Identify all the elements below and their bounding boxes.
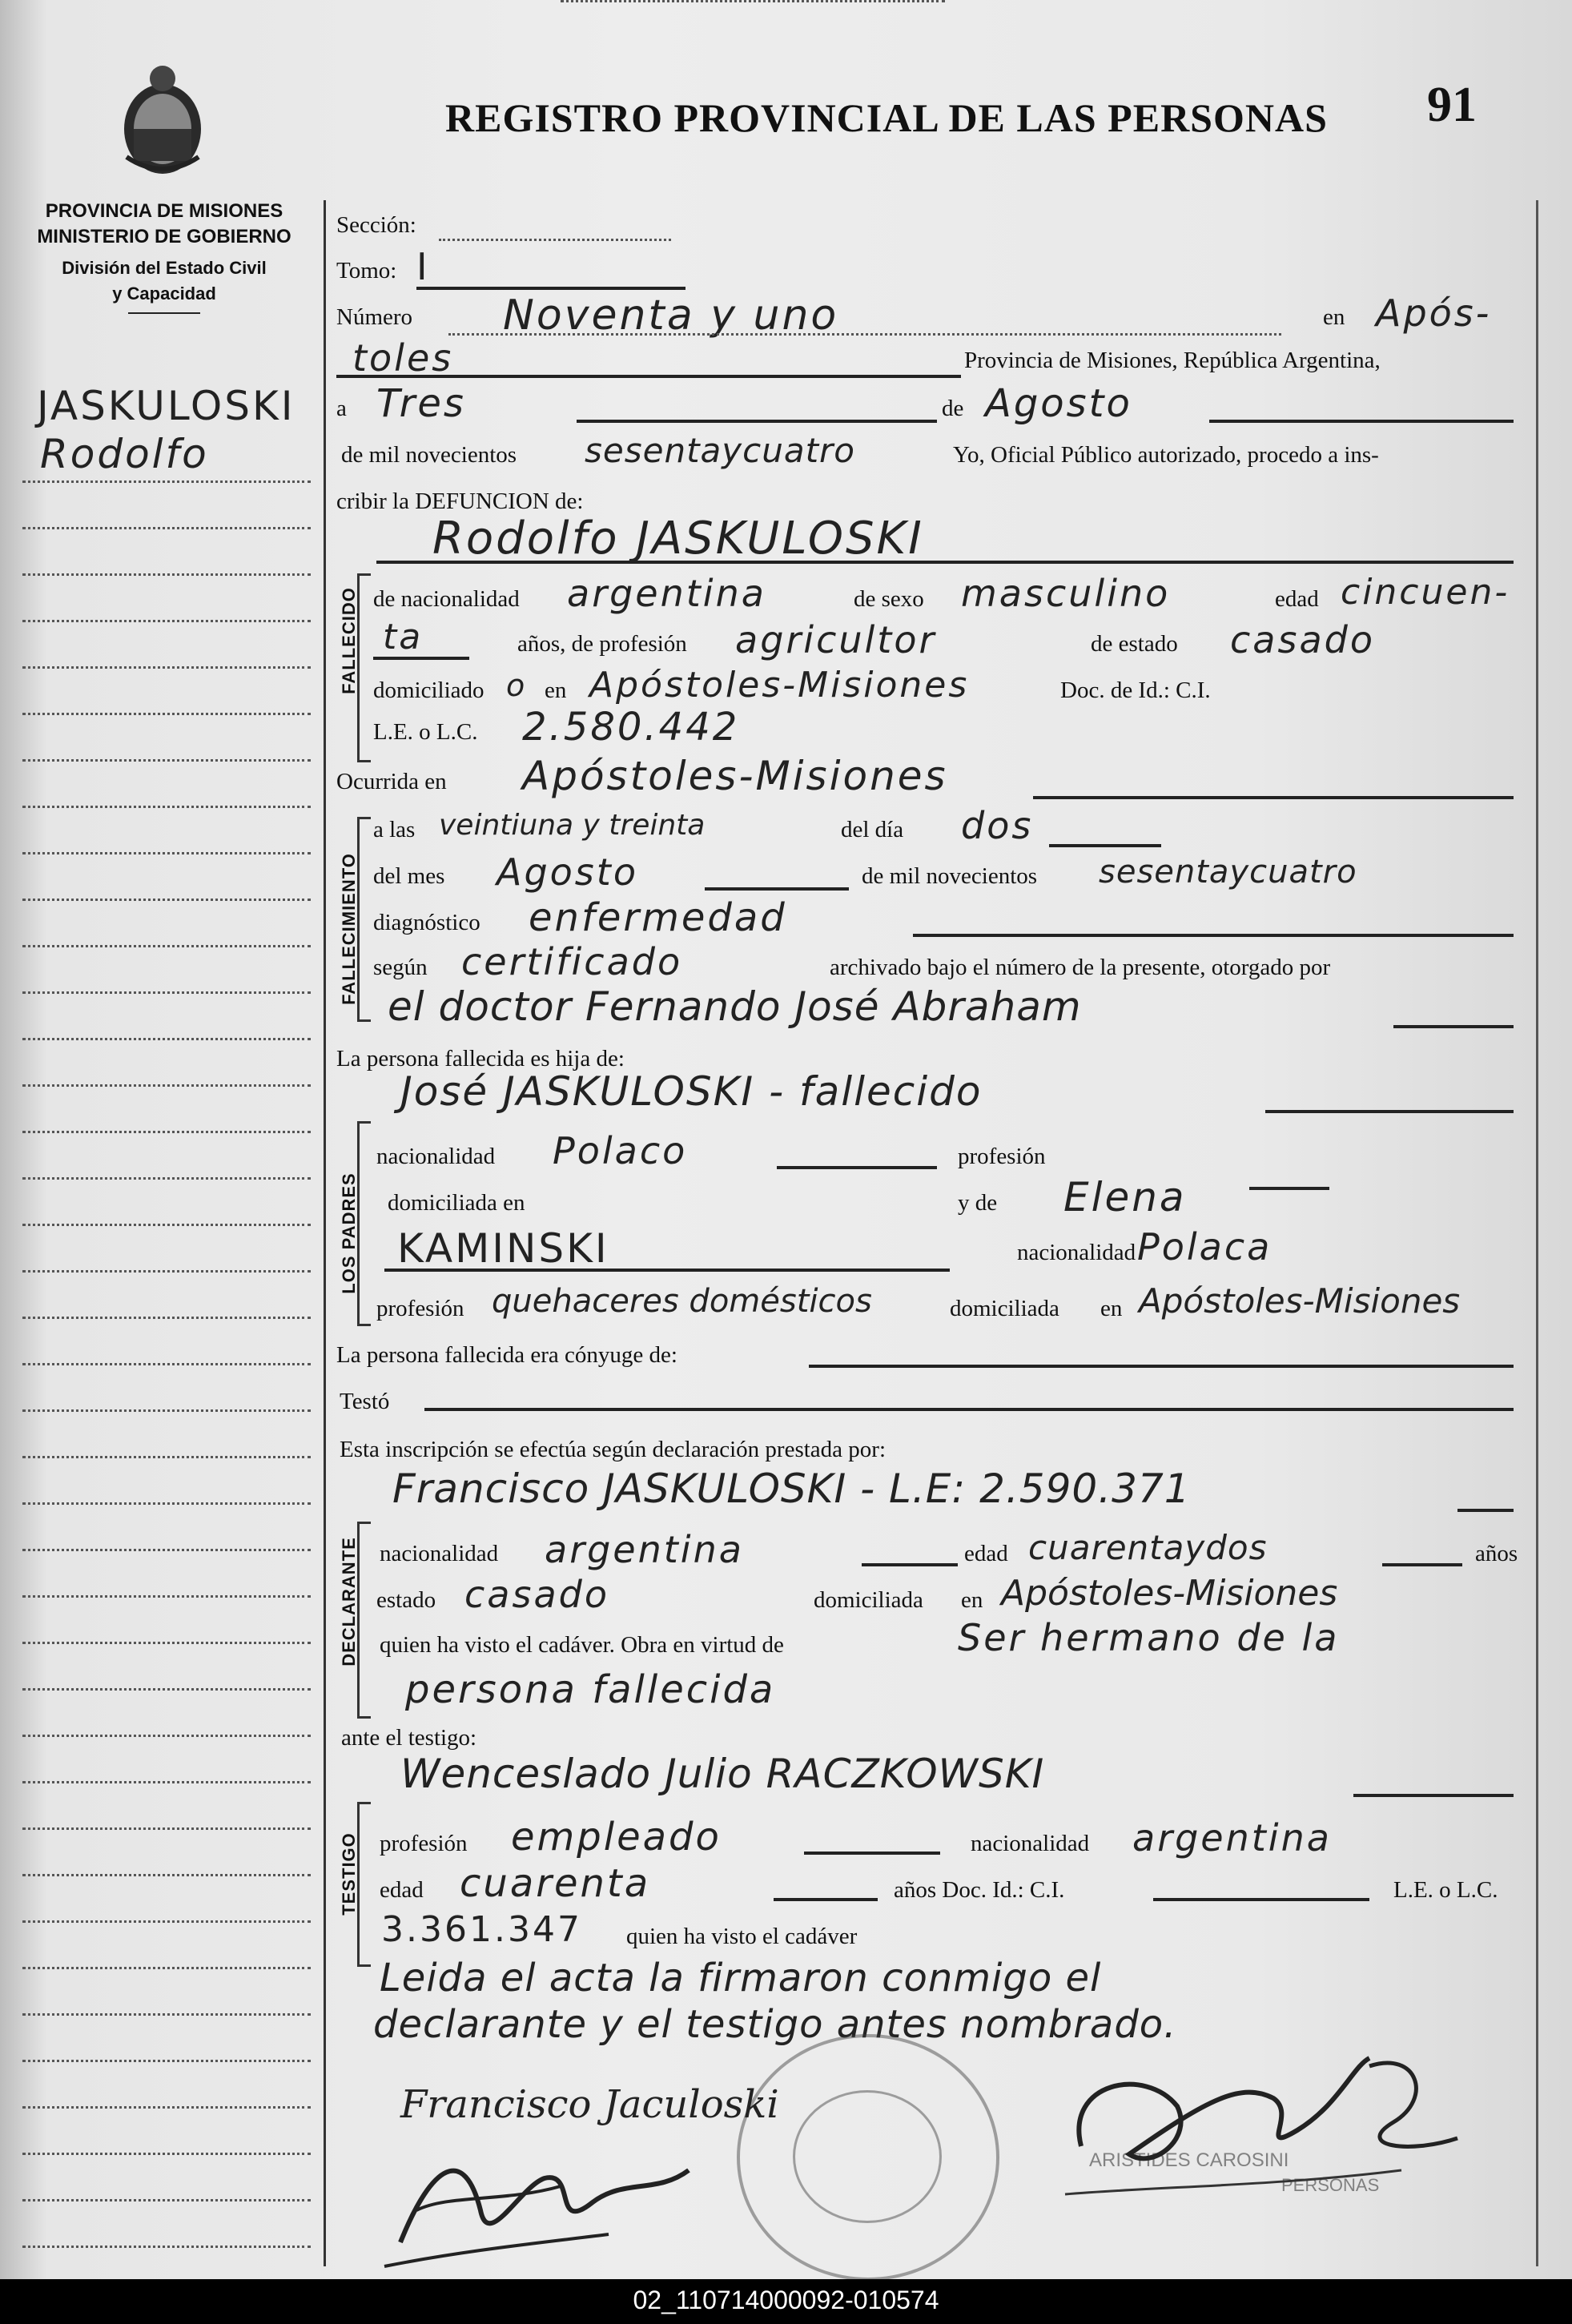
padres-side-label: LOS PADRES [339, 1172, 359, 1294]
tomo-line [416, 287, 685, 290]
margin-ruled-line [22, 1363, 311, 1365]
test-nac-value: argentina [1132, 1816, 1332, 1860]
ocurrida-label: Ocurrida en [336, 769, 447, 794]
anio-value: sesentaycuatro [585, 431, 856, 470]
margin-ruled-line [22, 806, 311, 808]
decl-en-label: en [961, 1587, 983, 1613]
hora-value: veintiuna y treinta [439, 809, 706, 842]
yde-label: y de [958, 1190, 998, 1216]
sexo-label: de sexo [854, 586, 924, 612]
conyuge-label: La persona fallecida era cónyuge de: [336, 1342, 677, 1368]
decl-edad-label: edad [964, 1541, 1008, 1566]
numero-line [448, 333, 1281, 336]
signature-testigo [368, 2114, 737, 2274]
decl-anos-label: años [1475, 1541, 1518, 1566]
testo-line [424, 1408, 1514, 1411]
anio2-value: sesentaycuatro [1099, 854, 1357, 891]
heading-rule [128, 312, 200, 314]
mes-line [1209, 420, 1514, 423]
nacionalidad-label: de nacionalidad [373, 586, 520, 612]
delmes-label: del mes [373, 863, 445, 889]
padre-prof-label: profesión [958, 1144, 1046, 1169]
madre-line [1249, 1187, 1329, 1190]
seccion-line [439, 239, 671, 241]
margin-ruled-line [22, 1177, 311, 1180]
test-prof-value: empleado [511, 1815, 722, 1860]
test-quien-label: quien ha visto el cadáver [626, 1924, 858, 1949]
test-ci-line [1153, 1898, 1369, 1901]
folio-number: 91 [1427, 78, 1477, 132]
margin-ruled-line [22, 852, 311, 854]
testigo-line [1353, 1794, 1514, 1797]
milnov-label: de mil novecientos [862, 863, 1038, 889]
diagnostico-value: enfermedad [529, 895, 787, 940]
madre-prof-label: profesión [376, 1296, 464, 1321]
margin-ruled-line [22, 1920, 311, 1923]
margin-ruled-line [22, 2060, 311, 2062]
anos-profesion-label: años, de profesión [517, 631, 687, 657]
diagnostico-line [913, 934, 1514, 937]
mil-label: de mil novecientos [341, 442, 517, 468]
en-label: en [1323, 304, 1345, 330]
nacionalidad-value: argentina [567, 572, 766, 615]
margin-ruled-line [22, 620, 311, 622]
margin-ruled-line [22, 2106, 311, 2109]
margin-ruled-line [22, 1224, 311, 1226]
sexo-value: masculino [961, 572, 1171, 615]
ocurrida-line [1033, 796, 1514, 799]
ministry-heading: MINISTERIO DE GOBIERNO [37, 226, 291, 247]
margin-surname: JASKULOSKI [37, 383, 296, 429]
madre-apellido-line [384, 1269, 950, 1272]
margin-ruled-line [22, 1317, 311, 1319]
madre-en-label: en [1100, 1296, 1123, 1321]
le-label: L.E. o L.C. [373, 719, 478, 745]
test-edad-value: cuarenta [460, 1861, 651, 1906]
doctor-line [1393, 1025, 1514, 1028]
margin-ruled-line [22, 713, 311, 715]
dia-value: Tres [376, 381, 466, 426]
margin-ruled-line [22, 1967, 311, 1969]
test-le-value: 3.361.347 [381, 1909, 582, 1950]
doctor-value: el doctor Fernando José Abraham [388, 983, 1082, 1030]
margin-ruled-line [22, 1735, 311, 1737]
coat-of-arms-icon [111, 61, 215, 181]
margin-ruled-line [22, 1038, 311, 1040]
domicilio-value: Apóstoles-Misiones [589, 665, 970, 706]
estado-label: de estado [1091, 631, 1178, 657]
virtud-value-cont: persona fallecida [405, 1667, 776, 1712]
mes-value: Agosto [985, 381, 1132, 426]
signature-declarante: Francisco Jaculoski [400, 2082, 779, 2127]
a-label: a [336, 396, 347, 421]
madre-value: Elena [1063, 1174, 1187, 1220]
conyuge-line [809, 1365, 1514, 1368]
padre-nac-line [777, 1166, 937, 1169]
numero-label: Número [336, 304, 413, 330]
virtud-value: Ser hermano de la [958, 1616, 1340, 1659]
decl-nac-value: argentina [545, 1528, 744, 1571]
madre-dom-label: domiciliada [950, 1296, 1059, 1321]
margin-ruled-line [22, 2199, 311, 2201]
en-value: Após- [1376, 292, 1492, 335]
cribir-label: cribir la DEFUNCION de: [336, 489, 584, 514]
stamp-sub: PERSONAS [1281, 2175, 1380, 2195]
division-heading: División del Estado Civil [62, 258, 267, 278]
hija-label: La persona fallecida es hija de: [336, 1046, 625, 1072]
archivado-label: archivado bajo el número de la presente, otorgado por [830, 955, 1331, 980]
right-border [1536, 200, 1538, 2266]
ocurrida-value: Apóstoles-Misiones [522, 753, 948, 799]
tomo-value: I [416, 245, 430, 288]
domiciliada-line [561, 0, 945, 2]
margin-ruled-line [22, 1409, 311, 1412]
decl-nac-label: nacionalidad [380, 1541, 499, 1566]
madre-apellido: KAMINSKI [397, 1225, 609, 1272]
testigo-value: Wenceslado Julio RACZKOWSKI [400, 1751, 1045, 1797]
decl-edad-value: cuarentaydos [1028, 1528, 1268, 1567]
decl-edad-line [1382, 1563, 1462, 1566]
margin-ruled-line [22, 1270, 311, 1273]
footer-bar [0, 2279, 1572, 2324]
margin-ruled-line [22, 991, 311, 994]
margin-ruled-line [22, 1827, 311, 1830]
margin-ruled-line [22, 759, 311, 762]
decl-estado-label: estado [376, 1587, 436, 1613]
declarante-side-label: DECLARANTE [339, 1537, 359, 1667]
edad-value: cincuen- [1341, 572, 1510, 613]
alas-label: a las [373, 817, 416, 842]
testo-label: Testó [340, 1389, 390, 1414]
margin-ruled-line [22, 1874, 311, 1876]
madre-dom-value: Apóstoles-Misiones [1139, 1281, 1461, 1321]
deldia-label: del día [841, 817, 904, 842]
mes2-line [705, 887, 849, 891]
inscripcion-label: Esta inscripción se efectúa según declaración prestada por: [340, 1437, 887, 1462]
numero-value: Noventa y uno [503, 292, 839, 340]
seccion-label: Sección: [336, 212, 416, 238]
difunto-nombre: Rodolfo JASKULOSKI [432, 513, 924, 565]
tomo-label: Tomo: [336, 258, 397, 283]
dia2-line [1049, 844, 1161, 847]
decl-nac-line [862, 1563, 958, 1566]
testigo-side-label: TESTIGO [339, 1832, 359, 1916]
test-edad-line [774, 1898, 878, 1901]
margin-ruled-line [22, 480, 311, 483]
decl-dom-label: domiciliada [814, 1587, 923, 1613]
margin-border [324, 200, 326, 2266]
domicilio-o: o [506, 668, 528, 703]
diagnostico-label: diagnóstico [373, 910, 480, 935]
cierre-line-2: declarante y el testigo antes nombrado. [373, 2002, 1177, 2047]
profesion-value: agricultor [735, 618, 937, 661]
provincia-label: Provincia de Misiones, República Argentina, [964, 348, 1381, 373]
division-heading-2: y Capacidad [112, 283, 216, 304]
margin-ruled-line [22, 2013, 311, 2016]
footer-identifier: 02_110714000092-010574 [633, 2286, 939, 2314]
declarante-value: Francisco JASKULOSKI - L.E: 2.590.371 [392, 1466, 1191, 1512]
margin-ruled-line [22, 1688, 311, 1691]
fallecimiento-side-label: FALLECIMIENTO [339, 853, 359, 1005]
domiciliado-label: domiciliado [373, 677, 484, 703]
visto-label: quien ha visto el cadáver. Obra en virtud de [380, 1632, 784, 1658]
en-value-cont: toles [352, 336, 454, 380]
document-title: REGISTRO PROVINCIAL DE LAS PERSONAS [445, 95, 1328, 140]
declarante-line [1457, 1509, 1514, 1512]
difunto-nombre-line [376, 561, 1514, 564]
decl-estado-value: casado [464, 1573, 609, 1616]
oficial-label: Yo, Oficial Público autorizado, procedo a ins- [953, 442, 1379, 468]
segun-value: certificado [461, 940, 683, 983]
margin-ruled-line [22, 1781, 311, 1783]
margin-ruled-line [22, 1131, 311, 1133]
signature-oficial [1033, 2034, 1482, 2226]
margin-ruled-line [22, 573, 311, 576]
segun-label: según [373, 955, 428, 980]
mes2-value: Agosto [497, 850, 638, 894]
margin-ruled-line [22, 1456, 311, 1458]
margin-ruled-line [22, 899, 311, 901]
dia2-value: dos [961, 804, 1034, 847]
domiciliada-label: domiciliada en [388, 1190, 525, 1216]
dia-line [577, 420, 937, 423]
official-seal-inner [793, 2090, 942, 2223]
margin-ruled-line [22, 945, 311, 947]
padre-line [1265, 1110, 1514, 1113]
margin-ruled-line [22, 1549, 311, 1551]
margin-ruled-line [22, 2246, 311, 2248]
margin-ruled-line [22, 666, 311, 669]
madre-nac-value: Polaca [1137, 1225, 1272, 1269]
edad-label: edad [1275, 586, 1319, 612]
doc-label: Doc. de Id.: C.I. [1060, 677, 1211, 703]
fallecido-side-label: FALLECIDO [339, 587, 359, 694]
margin-given-name: Rodolfo [40, 431, 209, 477]
test-prof-label: profesión [380, 1831, 468, 1856]
cierre-line-1: Leida el acta la firmaron conmigo el [380, 1956, 1102, 2000]
stamp-text: ARISTIDES CAROSINI [1089, 2149, 1289, 2171]
test-prof-line [804, 1852, 940, 1855]
en-domicilio-label: en [545, 677, 567, 703]
test-nac-label: nacionalidad [971, 1831, 1090, 1856]
margin-ruled-line [22, 2153, 311, 2155]
province-heading: PROVINCIA DE MISIONES [45, 200, 283, 222]
margin-ruled-line [22, 1084, 311, 1087]
estado-value: casado [1230, 618, 1375, 661]
margin-ruled-line [22, 1642, 311, 1644]
padre-nac-value: Polaco [553, 1129, 688, 1172]
le-value: 2.580.442 [522, 705, 740, 750]
padre-nac-label: nacionalidad [376, 1144, 496, 1169]
margin-ruled-line [22, 1595, 311, 1598]
test-anosdoc-label: años Doc. Id.: C.I. [894, 1877, 1065, 1903]
margin-ruled-line [22, 1502, 311, 1505]
de-label: de [942, 396, 964, 421]
decl-dom-value: Apóstoles-Misiones [1001, 1573, 1338, 1614]
edad-line [373, 657, 469, 660]
testigo-label: ante el testigo: [341, 1725, 477, 1751]
test-le-label: L.E. o L.C. [1393, 1877, 1498, 1903]
madre-nac-label: nacionalidad [1017, 1240, 1136, 1265]
test-edad-label: edad [380, 1877, 424, 1903]
padre-value: José JASKULOSKI - fallecido [400, 1068, 983, 1115]
margin-ruled-line [22, 527, 311, 529]
madre-prof-value: quehaceres domésticos [492, 1283, 872, 1320]
edad-value-cont: ta [383, 617, 424, 657]
en-line [336, 375, 961, 378]
